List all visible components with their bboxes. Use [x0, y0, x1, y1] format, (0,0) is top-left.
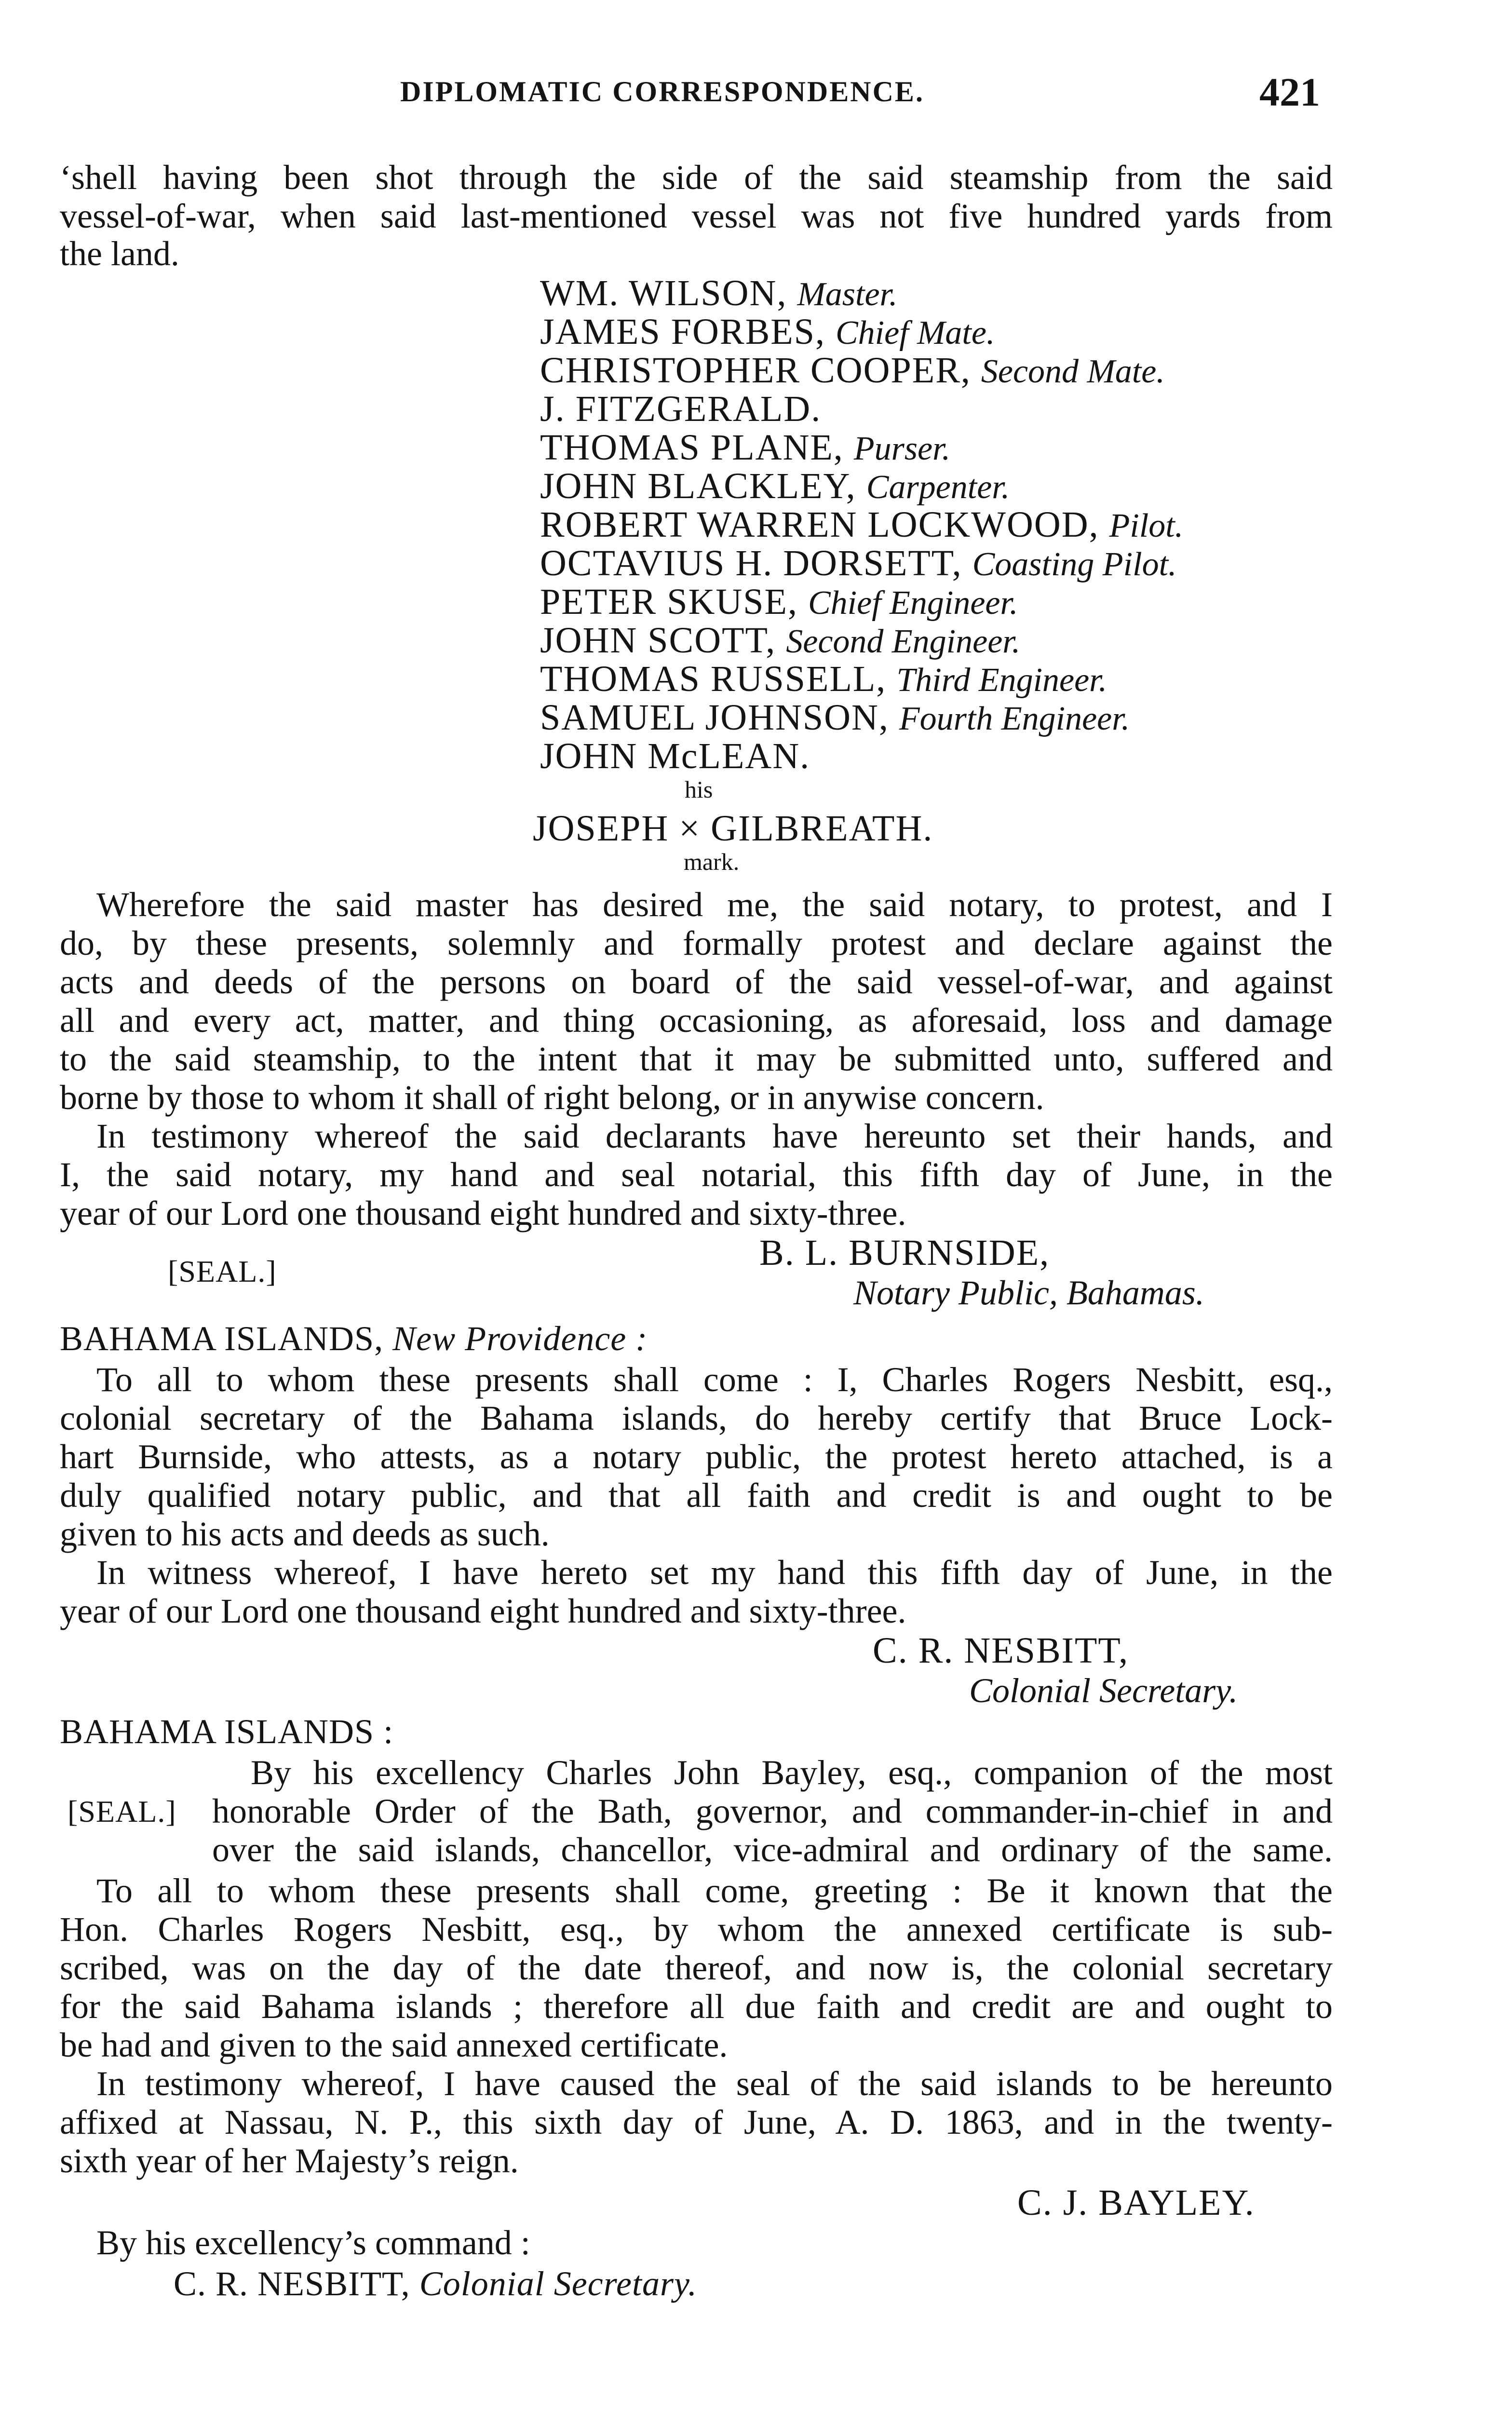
- text-line: scribed, was on the day of the date thereof, and now is, the colonial secretary: [60, 1949, 1333, 1987]
- signatory: THOMAS PLANE, Purser.: [540, 427, 951, 468]
- signatory: JAMES FORBES, Chief Mate.: [540, 312, 995, 352]
- text-line: year of our Lord one thousand eight hundred and sixty-three.: [60, 1194, 906, 1233]
- text-line: all and every act, matter, and thing occasioning, as aforesaid, loss and damage: [60, 1001, 1333, 1040]
- text-line: Wherefore the said master has desired me, the said notary, to protest, and I: [96, 885, 1333, 924]
- text-line: hart Burnside, who attests, as a notary public, the protest hereto attached, is a: [60, 1437, 1333, 1476]
- page-number: 421: [1259, 70, 1320, 115]
- signatory: SAMUEL JOHNSON, Fourth Engineer.: [540, 697, 1130, 738]
- notary-title: Notary Public, Bahamas.: [853, 1273, 1204, 1312]
- mark-signature: JOSEPH × GILBREATH.: [533, 808, 933, 849]
- text-line: to the said steamship, to the intent that it may be submitted unto, suffered and: [60, 1040, 1333, 1078]
- text-line: In witness whereof, I have hereto set my hand this fifth day of June, in the: [96, 1553, 1333, 1592]
- text-line: By his excellency Charles John Bayley, esq., companion of the most: [251, 1753, 1333, 1792]
- mark-label: mark.: [684, 848, 740, 875]
- signatory: OCTAVIUS H. DORSETT, Coasting Pilot.: [540, 543, 1177, 583]
- text-line: vessel-of-war, when said last-mentioned vessel was not five hundred yards from: [60, 197, 1333, 235]
- secretary-title: Colonial Secretary.: [969, 1671, 1238, 1710]
- text-line: given to his acts and deeds as such.: [60, 1515, 550, 1553]
- signatory: PETER SKUSE, Chief Engineer.: [540, 582, 1018, 622]
- text-line: colonial secretary of the Bahama islands, do hereby certify that Bruce Lock-: [60, 1399, 1333, 1437]
- text-line: ‘shell having been shot through the side of the said steamship from the said: [60, 158, 1333, 197]
- final-signature: C. R. NESBITT, Colonial Secretary.: [174, 2264, 697, 2303]
- text-line: To all to whom these presents shall come, greeting : Be it known that the: [96, 1871, 1333, 1910]
- signatory: JOHN BLACKLEY, Carpenter.: [540, 466, 1010, 506]
- notary-name: B. L. BURNSIDE,: [759, 1233, 1050, 1273]
- place-heading: BAHAMA ISLANDS, New Providence :: [60, 1319, 648, 1358]
- text-line: over the said islands, chancellor, vice-admiral and ordinary of the same.: [212, 1830, 1333, 1869]
- text-line: I, the said notary, my hand and seal notarial, this fifth day of June, in the: [60, 1155, 1333, 1194]
- text-line: do, by these presents, solemnly and formally protest and declare against the: [60, 924, 1333, 962]
- signatory: JOHN McLEAN.: [540, 736, 810, 776]
- seal-mark: [SEAL.]: [168, 1254, 277, 1288]
- text-line: borne by those to whom it shall of right belong, or in anywise concern.: [60, 1078, 1044, 1117]
- signatory: THOMAS RUSSELL, Third Engineer.: [540, 659, 1107, 699]
- text-line: for the said Bahama islands ; therefore all due faith and credit are and ought to: [60, 1987, 1333, 2026]
- command-line: By his excellency’s command :: [96, 2223, 530, 2262]
- signatory: ROBERT WARREN LOCKWOOD, Pilot.: [540, 504, 1184, 545]
- text-line: In testimony whereof the said declarants have hereunto set their hands, and: [96, 1117, 1333, 1155]
- text-line: In testimony whereof, I have caused the seal of the said islands to be hereunto: [96, 2064, 1333, 2103]
- signatory: J. FITZGERALD.: [540, 389, 822, 429]
- signatory: WM. WILSON, Master.: [540, 273, 898, 313]
- text-line: To all to whom these presents shall come : I, Charles Rogers Nesbitt, esq.,: [96, 1360, 1333, 1399]
- secretary-name: C. R. NESBITT,: [873, 1630, 1129, 1671]
- text-line: year of our Lord one thousand eight hundred and sixty-three.: [60, 1592, 906, 1630]
- text-line: Hon. Charles Rogers Nesbitt, esq., by whom the annexed certificate is sub-: [60, 1910, 1333, 1949]
- mark-his: his: [685, 776, 713, 803]
- place-heading: BAHAMA ISLANDS :: [60, 1712, 394, 1751]
- signatory: JOHN SCOTT, Second Engineer.: [540, 620, 1021, 661]
- text-line: acts and deeds of the persons on board of the said vessel-of-war, and against: [60, 962, 1333, 1001]
- text-line: honorable Order of the Bath, governor, and commander-in-chief in and: [212, 1792, 1333, 1830]
- text-line: duly qualified notary public, and that all faith and credit is and ought to be: [60, 1476, 1333, 1515]
- text-line: sixth year of her Majesty’s reign.: [60, 2141, 519, 2180]
- seal-mark: [SEAL.]: [68, 1794, 176, 1829]
- text-line: be had and given to the said annexed certificate.: [60, 2026, 728, 2064]
- text-line: affixed at Nassau, N. P., this sixth day of June, A. D. 1863, and in the twenty-: [60, 2103, 1333, 2141]
- signatory: CHRISTOPHER COOPER, Second Mate.: [540, 350, 1165, 391]
- text-line: the land.: [60, 234, 179, 273]
- running-header: DIPLOMATIC CORRESPONDENCE.: [400, 76, 924, 108]
- governor-signature: C. J. BAYLEY.: [1017, 2182, 1255, 2223]
